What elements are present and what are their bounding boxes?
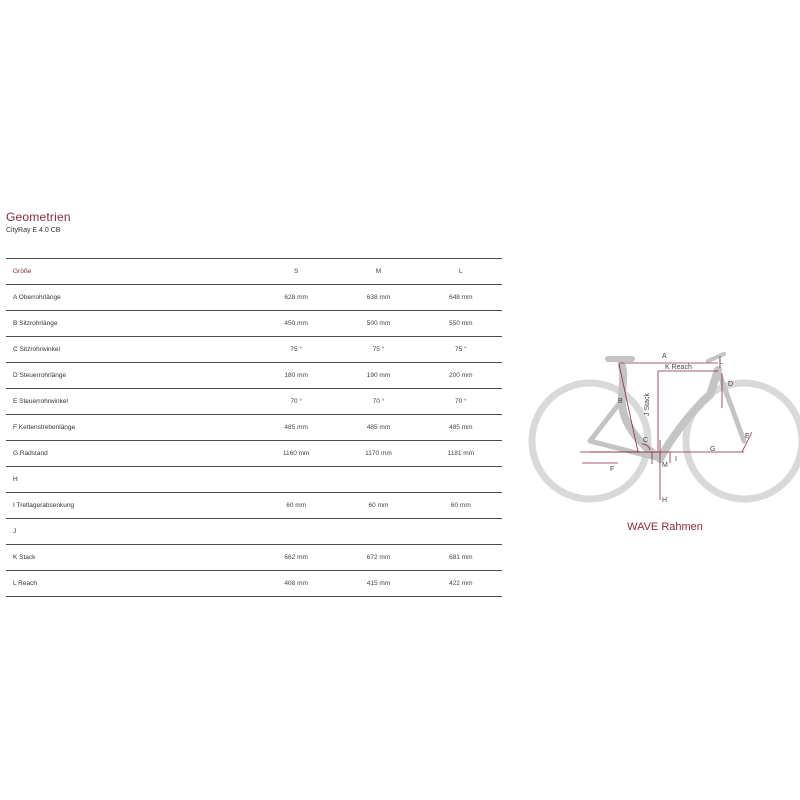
row-label: H [13, 476, 18, 483]
value-m: 75 ° [372, 346, 385, 353]
value-m [337, 519, 419, 545]
label-g: G [710, 446, 716, 453]
value-l: 648 mm [449, 294, 473, 301]
column-header-l: L [459, 268, 463, 275]
value-s [255, 519, 337, 545]
table-row [6, 311, 502, 337]
table-row [6, 415, 502, 441]
label-e: E [745, 433, 750, 440]
label-j-stack: J Stack [644, 393, 651, 416]
table-row [6, 493, 502, 519]
table-row [6, 519, 502, 545]
column-header-m: M [375, 268, 382, 275]
row-label: G Radstand [13, 450, 48, 457]
value-m: 1170 mm [365, 450, 392, 457]
value-l [420, 519, 502, 545]
value-s: 485 mm [284, 424, 308, 431]
row-label: B Sitzrohrlänge [13, 320, 58, 327]
value-l: 200 mm [449, 372, 473, 379]
label-h: H [662, 497, 668, 504]
label-k-reach: K Reach [665, 364, 692, 371]
label-a: A [662, 353, 667, 360]
value-s: 408 mm [284, 580, 308, 587]
row-label: L Reach [13, 580, 37, 587]
value-s: 450 mm [284, 320, 308, 327]
value-m: 190 mm [366, 372, 391, 379]
value-m: 60 mm [368, 502, 389, 509]
value-l: 681 mm [449, 554, 473, 561]
value-s: 60 mm [286, 502, 307, 509]
row-label: F Kettenstrebenlänge [13, 424, 76, 431]
value-l [420, 467, 502, 493]
value-m: 415 mm [366, 580, 391, 587]
label-d: D [728, 381, 734, 388]
label-c: C [643, 437, 649, 444]
table-row [6, 389, 502, 415]
column-header-s: S [293, 268, 299, 275]
value-l: 60 mm [450, 502, 471, 509]
column-header-size: Größe [13, 268, 32, 275]
page-title: Geometrien [6, 210, 71, 224]
frame-type-caption: WAVE Rahmen [627, 521, 703, 533]
bike-geometry-diagram [520, 340, 800, 510]
table-row [6, 441, 502, 467]
value-l: 75 ° [455, 346, 467, 353]
table-row [6, 571, 502, 597]
value-m: 500 mm [366, 320, 391, 327]
value-s: 75 ° [290, 346, 302, 353]
value-l: 70 ° [455, 398, 467, 405]
value-m: 672 mm [366, 554, 391, 561]
value-m: 70 ° [372, 398, 385, 405]
row-label: E Steuerrohrwinkel [13, 398, 68, 405]
measurement-lines [580, 356, 752, 500]
table-row [6, 363, 502, 389]
table-header-row [6, 259, 502, 285]
value-l: 1181 mm [447, 450, 475, 457]
row-label: I Tretlagerabsenkung [13, 502, 75, 509]
row-label: J [13, 528, 17, 535]
value-m [337, 467, 419, 493]
value-l: 485 mm [449, 424, 473, 431]
table-row [6, 337, 502, 363]
geometry-table [6, 258, 502, 597]
row-label: D Steuerrohrlänge [13, 372, 67, 379]
value-s: 628 mm [284, 294, 308, 301]
label-i: I [675, 456, 677, 463]
value-l: 550 mm [449, 320, 473, 327]
row-label: K Stack [13, 554, 36, 561]
label-l: L [719, 359, 723, 366]
value-s: 662 mm [284, 554, 308, 561]
value-s: 180 mm [284, 372, 308, 379]
row-label: C Sitzrohrwinkel [13, 346, 60, 353]
value-s: 70 ° [290, 398, 302, 405]
value-s [255, 467, 337, 493]
label-f: F [610, 466, 615, 473]
value-l: 422 mm [449, 580, 473, 587]
value-m: 485 mm [366, 424, 391, 431]
table-row [6, 467, 502, 493]
table-row [6, 285, 502, 311]
label-b: B [618, 398, 623, 405]
value-m: 638 mm [366, 294, 391, 301]
table-row [6, 545, 502, 571]
value-s: 1160 mm [282, 450, 310, 457]
row-label: A Oberrohrlänge [13, 294, 61, 301]
label-m: M [662, 462, 668, 469]
model-subtitle: CityRay E 4.0 CB [6, 227, 61, 234]
